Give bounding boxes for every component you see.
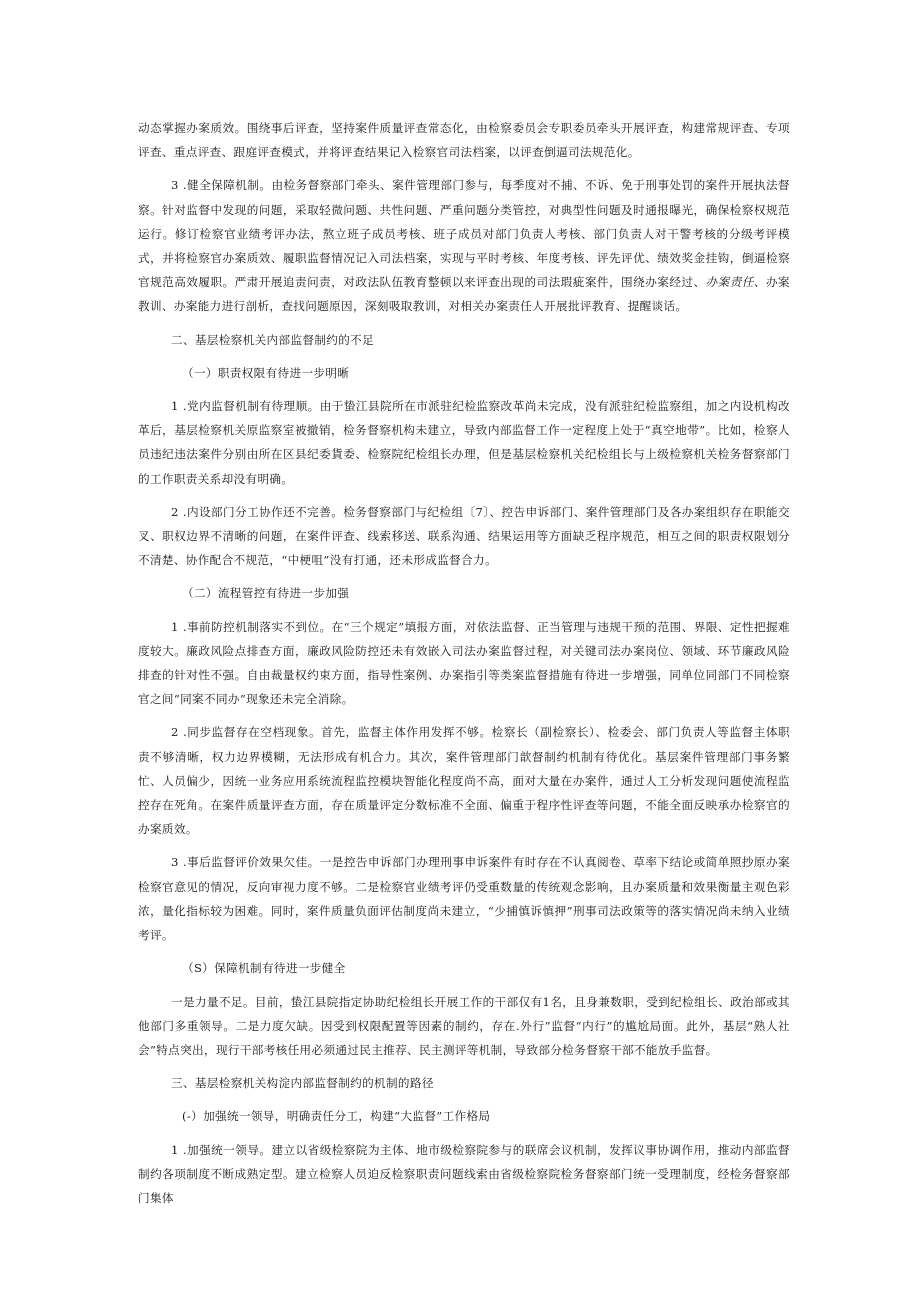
document-page: [138, 116, 790, 1219]
paragraph-post-evaluation: 3 .事后监督评价效果欠佳。一是控告申诉部门办理刑事申诉案件有时存在不认真阅卷、草率下结论或简单照抄原办案检察官意见的情况，反向审视力度不够。二是检察官业绩考评仍受重数量的传统观念影响，且办案质量和效果衡量主观色彩浓，量化指标较为困难。同时，案件质量负面评估制度尚未建立，“少捕慎诉慎押”刑事司法政策等的落实情况尚未纳入业绩考评。: [138, 855, 790, 943]
paragraph-safeguard-text: 3 .健全保障机制。由检务督察部门牵头、案件管理部门参与，每季度对不捕、不诉、免于刑事处罚的案件开展执法督察。针对监督中发现的问题，采取轻微问题、共性问题、严重问题分类管控，对典型性问题及时通报曝光，确保检察权规范运行。修订检察官业绩考评办法，熬立班子成员考核、班子成员对部门负责人考核、部门负责人对干警考核的分级考评模式，并将检察官办案质效、履职监督情况记入司法档案，实现与平时考核、年度考核、评先评优、绩效奖金挂钩，倒逼检察官规范高效履职。严肃开展追责问责，对政法队伍教育整顿以来评查出现的司法瑕疵案件，围绕办案经过、: [138, 178, 790, 290]
paragraph-unified-leadership: 1 .加强统一领导。建立以省级检察院为主体、地市级检察院参与的联席会议机制，发挥议事协调作用，推动内部监督制约各项制度不断成熟定型。建立检察人员迫反检察职责问题线索由省级检察院检务督察部门统一受理制度，经检务督察部门集体: [138, 1142, 790, 1205]
section-heading-2: 二、基层检察机关内部监督制约的不足: [171, 332, 375, 347]
subsection-heading-3-1: (-）加强统一领导，明确责任分工，构建“大监督”工作格局: [182, 1109, 491, 1124]
subsection-heading-2-3: （S）保障机制有待进一步健全: [182, 961, 346, 976]
paragraph-party-supervision: 1 .党内监督机制有待理顺。由于蛰江县院所在市派驻纪检监察改革尚未完成，没有派驻纪检监察组，加之内设机构改革后，基层检察机关原监察室被撤销，检务督察机构未建立，导致内部监督工作一定程度上处于“真空地带”。比如，检察人员违纪违法案件分别由所在区县纪委貨委、检察院纪检组长办理，但是基层检察机关纪检组长与上级检察机关检务督察部门的工作职责关系却没有明确。: [138, 399, 790, 486]
italic-phrase: 办案责任: [705, 275, 754, 290]
subsection-heading-2-2: （二）流程管控有待进一步加强: [182, 586, 350, 601]
paragraph-internal-cooperation: 2 .内设部门分工协作还不完善。检务督察部门与纪检组〔7〕、控告申诉部门、案件管理部门及各办案组织存在职能交叉、职权边界不清晰的问题，在案件评查、线索移送、联系沟通、结果运用等方面缺乏程序规范，相互之间的职责权限划分不清楚、协作配合不规范，“中梗咀”没有打通，还未形成监督合力。: [138, 504, 790, 568]
paragraph-insufficient-force: 一是力量不足。目前，蛰江县院指定协助纪检组长开展工作的干部仅有1名，且身兼数职，受到纪检组长、政治部或其他部门多重领导。二是力度欠缺。因受到权限配置等因素的制约，存在.外行”监督“内行”的尴尬局面。此外，基层“熟人社会”特点突出，现行干部考核任用必须通过民主推荐、民主测评等机制，导致部分检务督察干部不能放手监督。: [138, 994, 790, 1057]
subsection-heading-2-1: （一）职责权限有待进一步明晰: [182, 365, 350, 380]
paragraph-synchronous-supervision: 2 .同步监督存在空档现象。首先，监督主体作用发挥不够。检察长（副检察长）、检委会、部门负责人等监督主体职责不够清晰，权力边界模糊，无法形成有机合力。其次，案件管理部门歆督制约机制有待优化。基层案件管理部门事务繁忙、人员偏少，因统一业务应用系统流程监控模块智能化程度尚不高，面对大量在办案件，通过人工分析发现问题使流程监控存在死角。在案件质量评查方面，存在质量评定分数标准不全面、偏重于程序性评查等问题，不能全面反映承办检察官的办案质效。: [138, 725, 790, 837]
paragraph-quality-review: 动态掌握办案质效。围绕事后评查，坚持案件质量评查常态化，由检察委员会专职委员牵头开展评查，构建常规评查、专项评查、重点评查、跟庭评查模式，并将评查结果记入检察官司法档案，以评查倒逼司法规范化。: [138, 121, 790, 160]
section-heading-3: 三、基层检察机关构淀内部监督制约的机制的路径: [171, 1076, 434, 1091]
paragraph-prevention: 1 .事前防控机制落实不到位。在“三个规定”填报方面，对依法监督、正当管理与违规干预的范围、界限、定性把握难度较大。廉政风险点排查方面，廉政风险防控还未有效嵌入司法办案监督过程，对关键司法办案岗位、领域、环节廉政风险排查的针对性不强。自由裁量权约束方面，指导性案例、办案指引等类案监督措施有待进一步增强，同单位同部门不同检察官之间“同案不同办”现象还未完全消除。: [138, 619, 790, 707]
paragraph-safeguard-mechanism: [138, 173, 790, 318]
paragraph-safeguard-tail: 、办案教训、办案能力进行剖析，查找问题原因，深刻吸取教训，对相关办案责任人开展批评教育、提醒谈话。: [138, 275, 791, 314]
